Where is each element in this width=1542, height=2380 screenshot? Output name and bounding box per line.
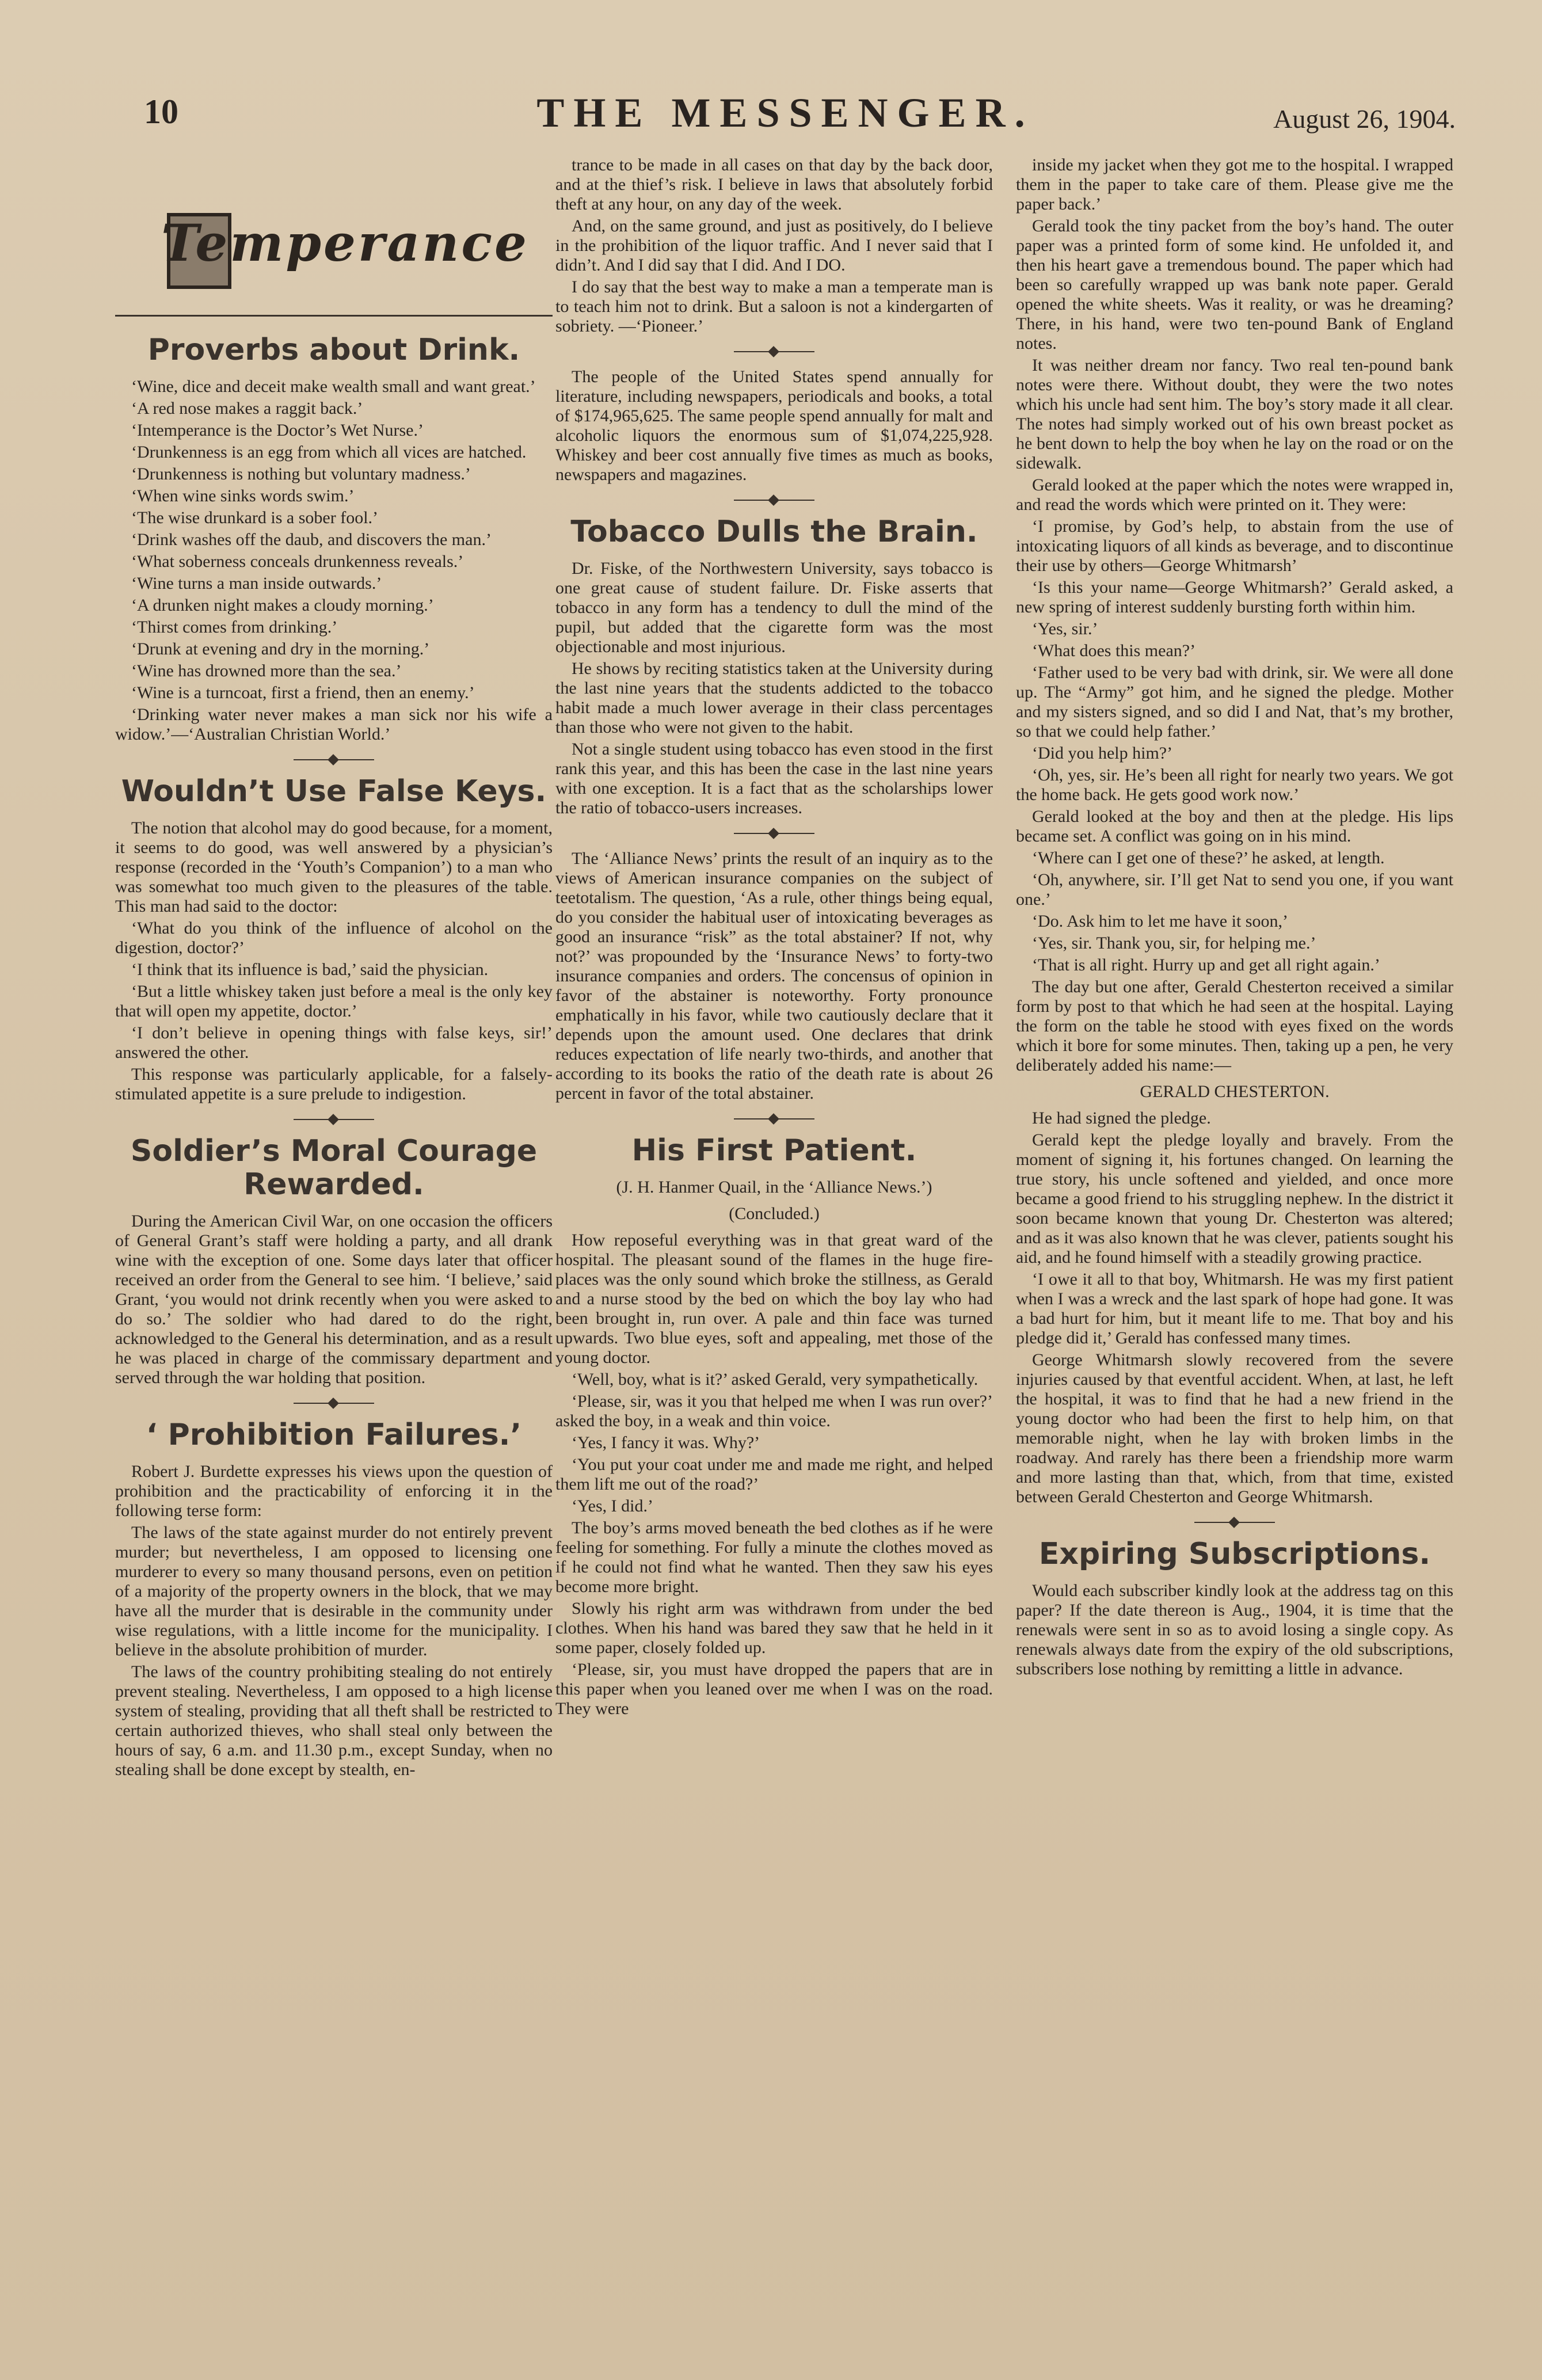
paragraph: During the American Civil War, on one occasion the officers of General Grant’s staff were holding a party, and all drank wine with the exception of one. Some days later that officer received an order from the General to see him. ‘I believe,’ said Grant, ‘you would not drink recently when you were asked to do so.’ The soldier who had dared to do the right, acknowledged to the General his determination, and as a result he was placed in charge of the commissary department and served through the war holding that position. [115,1211,553,1387]
paragraph: ‘I owe it all to that boy, Whitmarsh. He was my first patient when I was a wreck and the last spark of hope had gone. It was a bad hurt for him, but it meant life to me. That boy and his pledge did it,’ Gerald has confessed many times. [1016,1270,1453,1347]
page-number: 10 [144,93,178,131]
paragraph: ‘A drunken night makes a cloudy morning.’ [131,596,434,615]
paragraph: trance to be made in all cases on that day by the back door, and at the thief’s risk. I believe in laws that absolutely forbid theft at any hour, on any day of the week. [555,155,993,214]
paragraph: ‘Yes, sir.’ [1032,619,1098,638]
column-2 [555,155,993,1721]
paragraph: The boy’s arms moved beneath the bed clothes as if he were feeling for something. For fully a minute the clothes moved as if he could not find what he wanted. Then they saw his eyes become more bright. [555,1518,993,1597]
article-title: Wouldn’t Use False Keys. [121,774,547,809]
section-divider [734,833,814,834]
article-body [555,849,993,1103]
article-body [555,559,993,818]
paragraph: ‘Is this your name—George Whitmarsh?’ Gerald asked, a new spring of interest suddenly bursting forth within him. [1016,578,1453,616]
paragraph: ‘You put your coat under me and made me right, and helped them lift me out of the road?’ [555,1455,993,1494]
article-title: Tobacco Dulls the Brain. [570,515,978,549]
paragraph: It was neither dream nor fancy. Two real ten-pound bank notes were there. Without doubt, they were the two notes which his uncle had sent him. The boy’s story made it all clear. The notes had simply worked out of his own breast pocket as he bent down to help the boy when he lay on the road or on the sidewalk. [1016,356,1453,473]
paragraph: ‘A red nose makes a raggit back.’ [131,399,363,418]
paragraph: ‘Do. Ask him to let me have it soon,’ [1032,912,1288,931]
paragraph: I do say that the best way to make a man a temperate man is to teach him not to drink. But a saloon is not a kindergarten of sobriety. —‘Pioneer.’ [555,277,993,336]
paragraph: ‘I promise, by God’s help, to abstain from the use of intoxicating liquors of all kinds as beverage, and to discontinue their use by others—George Whitmarsh’ [1016,517,1453,575]
paragraph: ‘Oh, anywhere, sir. I’ll get Nat to send you one, if you want one.’ [1016,870,1453,909]
paragraph: The laws of the state against murder do not entirely prevent murder; but nevertheless, I am opposed to licensing one murderer to every so many thousand persons, even on petition of a majority of the property owners in the block, that we may have all the murder that is desirable in the community under wise regulations, with a little income for the municipality. I believe in the absolute prohibition of murder. [115,1522,553,1659]
column-1 [115,155,553,1782]
article-title: Soldier’s Moral Courage Rewarded. [130,1134,538,1202]
paragraph: ‘Wine has drowned more than the sea.’ [131,661,402,681]
section-divider [294,1119,374,1120]
paragraph: ‘Well, boy, what is it?’ asked Gerald, very sympathetically. [572,1370,978,1389]
paragraph: inside my jacket when they got me to the hospital. I wrapped them in the paper to take care of them. Please give me the paper back.’ [1016,155,1453,214]
paragraph: The notion that alcohol may do good because, for a moment, it seems to do good, was well answered by a physician’s response (recorded in the ‘Youth’s Companion’) to a man who was somewhat too much given to the pleasures of the table. This man had said to the doctor: [115,818,553,916]
paragraph: George Whitmarsh slowly recovered from the severe injuries caused by that eventful accident. When, at last, he left the hospital, it was to find that he had a new friend in the young doctor who had been the first to help him, on that memorable night, when he lay with broken limbs in the roadway. And rarely has there been a friendship more warm and more lasting than that, which, from that time, existed between Gerald Chesterton and George Whitmarsh. [1016,1350,1453,1506]
concluded-note: (Concluded.) [729,1204,820,1224]
paragraph: Gerald took the tiny packet from the boy’s hand. The outer paper was a printed form of some kind. He unfolded it, and then his heart gave a tremendous bound. The paper which had been so carefully wrapped up was bank note paper. Gerald opened the white sheets. Was it reality, or was he dreaming? There, in his hand, were two ten-pound Bank of England notes. [1016,216,1453,353]
paragraph: ‘Please, sir, was it you that helped me when I was run over?’ asked the boy, in a weak and thin voice. [555,1392,993,1431]
column-3 [1016,155,1453,1681]
article-body [115,1212,553,1388]
paragraph: ‘I think that its influence is bad,’ said the physician. [131,960,489,980]
paragraph: ‘Yes, I fancy it was. Why?’ [572,1433,760,1453]
logo-text: Temperance [161,213,529,273]
paragraph: The day but one after, Gerald Chesterton received a similar form by post to that which he had seen at the hospital. Laying the form on the table he stood with eyes fixed on the words which it bore for some minutes. Then, taking up a pen, he very deliberately added his name:— [1016,977,1453,1075]
paragraph: ‘But a little whiskey taken just before a meal is the only key that will open my appetite, doctor.’ [115,982,553,1021]
temperance-logo [115,155,553,328]
paragraph: ‘Yes, sir. Thank you, sir, for helping me.’ [1032,934,1316,953]
section-divider [734,1118,814,1119]
paragraph: ‘Wine turns a man inside outwards.’ [131,574,382,593]
paragraph: ‘Drunkenness is nothing but voluntary madness.’ [131,464,471,484]
paragraph: ‘I don’t believe in opening things with false keys, sir!’ answered the other. [115,1023,553,1063]
issue-date: August 26, 1904. [1273,104,1456,134]
byline: (J. H. Hanmer Quail, in the ‘Alliance News.’) [616,1178,932,1197]
paragraph: ‘When wine sinks words swim.’ [131,486,355,506]
paragraph: The ‘Alliance News’ prints the result of an inquiry as to the views of American insurance companies on the subject of teetotalism. The question, ‘As a rule, other things being equal, do you consider the habitual user of intoxicating beverages as good an insurance “risk” as the total abstainer? If not, why not?’ was propounded by the ‘Insurance News’ to forty-two insurance companies and orders. The concensus of opinion in favor of the abstainer is noteworthy. Forty pronounce emphatically in his favor, while two cautiously declare that it depends upon the amount used. One declares that drink reduces expectation of life nearly two-thirds, and another that according to its books the ratio of the death rate is about 26 percent in favor of the total abstainer. [555,849,993,1103]
paragraph: Gerald looked at the paper which the notes were wrapped in, and read the words which were printed on it. They were: [1016,475,1453,514]
paragraph: ‘Intemperance is the Doctor’s Wet Nurse.’ [131,421,424,440]
signature: GERALD CHESTERTON. [1140,1082,1330,1101]
paragraph: He had signed the pledge. [1032,1109,1211,1128]
section-divider [294,1403,374,1404]
paragraph: ‘Where can I get one of these?’ he asked, at length. [1032,848,1385,867]
paragraph: ‘Thirst comes from drinking.’ [131,618,338,637]
article-body [1016,155,1453,1507]
article-body [115,377,553,744]
paragraph: ‘What soberness conceals drunkenness reveals.’ [131,552,464,572]
article-body [555,367,993,485]
paragraph: ‘Drinking water never makes a man sick nor his wife a widow.’—‘Australian Christian World.’ [115,705,553,744]
logo-rule [115,315,553,317]
article-title: ‘ Prohibition Failures.’ [146,1417,522,1452]
article-title: Proverbs about Drink. [147,333,520,367]
paragraph: The laws of the country prohibiting stealing do not entirely prevent stealing. Nevertheless, I am opposed to a high license system of stealing, providing that all theft shall be restricted to certain authorized thieves, who shall steal only between the hours of say, 6 a.m. and 11.30 p.m., except Sunday, when no stealing shall be done except by stealth, en- [115,1662,553,1779]
article-body [555,1231,993,1719]
paragraph: Would each subscriber kindly look at the address tag on this paper? If the date thereon is Aug., 1904, it is time that the renewals were sent in so as to avoid losing a single copy. As renewals always date from the expiry of the old subscriptions, subscribers lose nothing by remitting a little in advance. [1016,1581,1453,1679]
paragraph: Slowly his right arm was withdrawn from under the bed clothes. When his hand was bared they saw that he held in it some paper, closely folded up. [555,1599,993,1658]
article-body [115,818,553,1104]
article-title: Expiring Subscriptions. [1038,1537,1431,1571]
article-body [1016,1581,1453,1679]
paragraph: Gerald kept the pledge loyally and bravely. From the moment of signing it, his fortunes changed. On learning the true story, his uncle softened and yielded, and once more became a good friend to his struggling nephew. In the district it soon became known that young Dr. Chesterton was altered; and as it was also known that he was clever, patients sought his aid, and he found himself with a steadily growing practice. [1016,1130,1453,1267]
section-divider [294,759,374,760]
paragraph: ‘Wine is a turncoat, first a friend, then an enemy.’ [131,683,475,703]
paragraph: ‘Please, sir, you must have dropped the papers that are in this paper when you leaned over me when I was on the road. They were [555,1660,993,1719]
paragraph: ‘Drunkenness is an egg from which all vices are hatched. [131,443,527,462]
paragraph: ‘Drunk at evening and dry in the morning.’ [131,639,430,659]
paragraph: ‘Father used to be very bad with drink, sir. We were all done up. The “Army” got him, and he signed the pledge. Mother and my sisters signed, and so did I and Nat, that’s my brother, so that we could help father.’ [1016,663,1453,741]
paragraph: And, on the same ground, and just as positively, do I believe in the prohibition of the liquor traffic. And I never said that I didn’t. And I did say that I did. And I DO. [555,216,993,275]
paragraph: The people of the United States spend annually for literature, including newspapers, periodicals and books, a total of $174,965,625. The same people spend annually for malt and alcoholic liquors the enormous sum of $1,074,225,928. Whiskey and beer cost annually five times as much as books, newspapers and magazines. [555,367,993,484]
section-divider [1194,1522,1275,1523]
paragraph: Dr. Fiske, of the Northwestern University, says tobacco is one great cause of student failure. Dr. Fiske asserts that tobacco in any form has a tendency to dull the mind of the pupil, but added that the cigarette form was the most objectionable and most injurious. [555,559,993,657]
paragraph: ‘That is all right. Hurry up and get all right again.’ [1032,955,1380,974]
paragraph: ‘Wine, dice and deceit make wealth small and want great.’ [131,377,536,397]
paragraph: ‘Yes, I did.’ [572,1496,653,1516]
paper-name: THE MESSENGER. [536,90,1034,136]
article-body [555,155,993,336]
paragraph: He shows by reciting statistics taken at the University during the last nine years that the students addicted to the tobacco habit made a much lower average in their class percentages than those who were not given to the habit. [555,659,993,737]
paragraph: Not a single student using tobacco has even stood in the first rank this year, and this has been the case in the last nine years with one exception. It is a fact that as the scholarships lower the ratio of tobacco-users increases. [555,740,993,818]
paragraph: ‘Oh, yes, sir. He’s been all right for nearly two years. We got the home back. He gets good work now.’ [1016,766,1453,804]
paragraph: ‘What do you think of the influence of alcohol on the digestion, doctor?’ [115,919,553,958]
article-body [115,1462,553,1780]
article-title: His First Patient. [631,1133,917,1168]
paragraph: ‘Did you help him?’ [1032,744,1173,763]
paragraph: ‘Drink washes off the daub, and discovers the man.’ [131,530,492,550]
paragraph: This response was particularly applicable, for a falsely-stimulated appetite is a sure prelude to indigestion. [115,1065,553,1104]
paragraph: Gerald looked at the boy and then at the pledge. His lips became set. A conflict was going on in his mind. [1016,807,1453,846]
paragraph: How reposeful everything was in that great ward of the hospital. The pleasant sound of the flames in the huge fire-places was the only sound which broke the stillness, as Gerald and a nurse stood by the bed on which the boy lay who had been brought in, run over. A pale and thin face was turned upwards. Two blue eyes, soft and appealing, met those of the young doctor. [555,1231,993,1368]
paragraph: ‘What does this mean?’ [1032,641,1196,660]
paragraph: ‘The wise drunkard is a sober fool.’ [131,508,379,528]
paragraph: Robert J. Burdette expresses his views upon the question of prohibition and the practicability of enforcing it in the following terse form: [115,1461,553,1520]
section-divider [734,351,814,352]
masthead [115,86,1456,155]
section-divider [734,500,814,501]
